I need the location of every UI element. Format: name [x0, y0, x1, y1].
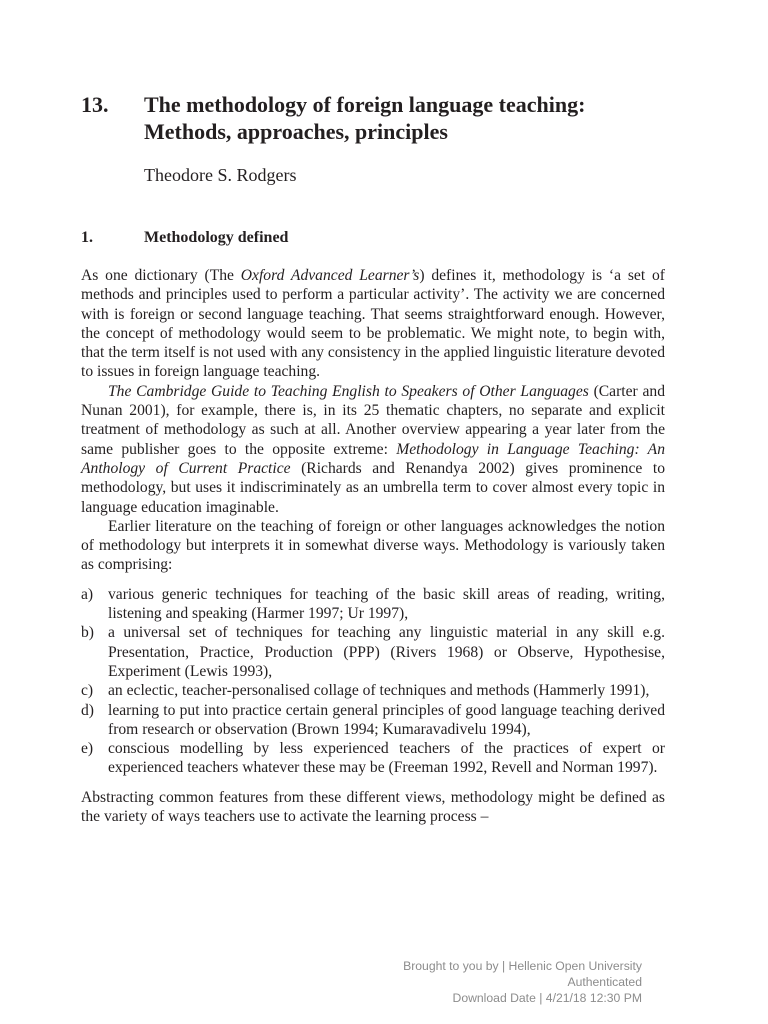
- list-item: [81, 701, 665, 740]
- list-item-text: learning to put into practice certain general principles of good language teaching derived from research or observation (Brown 1994; Kumaravadivelu 1994),: [108, 701, 665, 738]
- chapter-number: 13.: [81, 92, 109, 117]
- list-item: [81, 585, 665, 624]
- list-marker: a): [81, 585, 94, 603]
- list-item: [81, 739, 665, 778]
- chapter-title-line-2: Methods, approaches, principles: [144, 119, 448, 144]
- paragraph-1-part-a: As one dictionary (The: [81, 267, 241, 284]
- list-item-text: various generic techniques for teaching of the basic skill areas of reading, writing, listening and speaking (Harmer 1997; Ur 1997),: [108, 585, 665, 623]
- list-item-text: an eclectic, teacher-personalised collage of techniques and methods (Hammerly 1991),: [108, 682, 650, 700]
- list-marker: b): [81, 624, 94, 642]
- chapter-title-line-1: The methodology of foreign language teaching:: [144, 92, 586, 117]
- list-marker: d): [81, 701, 94, 719]
- list-marker: c): [81, 682, 94, 700]
- list-item: [81, 681, 665, 700]
- list-item-text: a universal set of techniques for teaching any linguistic material in any skill e.g. Presentation, Practice, Production (PPP) (Rivers 1968) or Observe, Hypothesise, Experiment (Lewis 1993),: [108, 624, 665, 680]
- book-title-cambridge-guide: The Cambridge Guide to Teaching English to Speakers of Other Languages: [108, 382, 589, 400]
- footer-line-download-date: Download Date | 4/21/18 12:30 PM: [452, 991, 642, 1005]
- section-number: 1.: [81, 229, 93, 246]
- footer-line-provider: Brought to you by | Hellenic Open University: [403, 959, 642, 973]
- paragraph-2-part-a: (Carter and Nunan 2001), for example, there is, in its 25 thematic chapters, no separate and explicit treatment of methodology as such at all. Another overview appearing a year later from the same publisher goes to the opposite extreme:: [81, 382, 665, 458]
- paragraph-4: Abstracting common features from these different views, methodology might be defined as the variety of ways teachers use to activate the learning process –: [81, 788, 665, 826]
- book-title-methodology-anthology: Methodology in Language Teaching: An Anthology of Current Practice: [81, 440, 665, 477]
- paragraph-3: Earlier literature on the teaching of foreign or other languages acknowledges the notion of methodology but interprets it in somewhat diverse ways. Methodology is variously taken as comprising:: [81, 517, 665, 574]
- footer-line-authenticated: Authenticated: [567, 975, 642, 989]
- book-title-oxford: Oxford Advanced Learner’s: [240, 267, 420, 284]
- body-text: [81, 266, 665, 826]
- methodology-list: [81, 585, 665, 778]
- chapter-title: [144, 91, 665, 145]
- access-footer: [403, 958, 642, 1006]
- list-item-text: conscious modelling by less experienced teachers of the practices of expert or experienced teachers whatever these may be (Freeman 1992, Revell and Norman 1997).: [108, 740, 665, 777]
- page: [81, 0, 665, 1024]
- paragraph-1: [81, 266, 665, 382]
- paragraph-1-part-b: ) defines it, methodology is ‘a set of methods and principles used to perform a particular activity’. The activity we are concerned with is foreign or second language teaching. That seems straightforward enough. However, the concept of methodology would seem to be problematic. We might note, to begin with, that the term itself is not used with any consistency in the applied linguistic literature devoted to issues in foreign language teaching.: [81, 267, 665, 381]
- list-item: [81, 623, 665, 681]
- author-name: Theodore S. Rodgers: [144, 165, 297, 185]
- section-title: Methodology defined: [144, 229, 289, 246]
- list-marker: e): [81, 740, 94, 758]
- paragraph-2-part-b: (Richards and Renandya 2002) gives prominence to methodology, but uses it indiscriminately as an umbrella term to cover almost every topic in language education imaginable.: [81, 459, 666, 516]
- paragraph-2: [81, 382, 665, 517]
